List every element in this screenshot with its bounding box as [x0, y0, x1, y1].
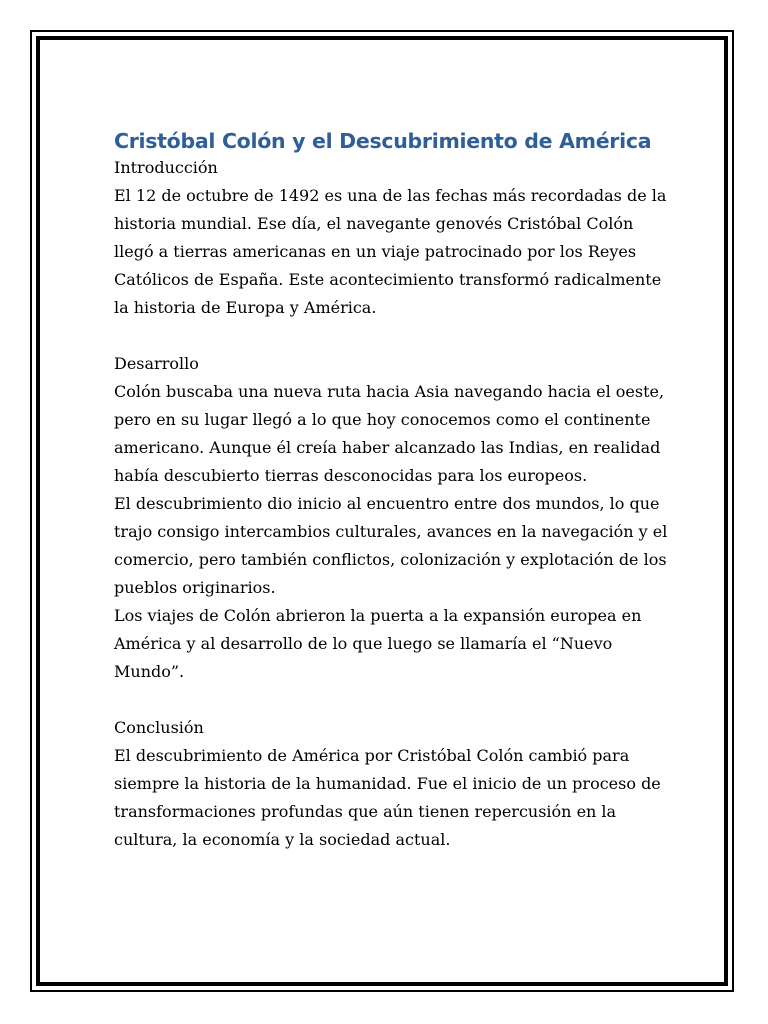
document-body [114, 124, 674, 854]
document-title: Cristóbal Colón y el Descubrimiento de América [114, 129, 652, 153]
section-introduction [114, 154, 674, 322]
section-development [114, 350, 674, 686]
paragraph: El descubrimiento dio inicio al encuentro entre dos mundos, lo que trajo consigo intercambios culturales, avances en la navegación y el comercio, pero también conflictos, colonización y explotación de los pueblos originarios. [114, 494, 668, 597]
blank-line [114, 322, 674, 350]
section-conclusion [114, 714, 674, 854]
paragraph: Los viajes de Colón abrieron la puerta a la expansión europea en América y al desarrollo de lo que luego se llamaría el “Nuevo Mundo”. [114, 606, 642, 681]
blank-line [114, 686, 674, 714]
section-heading-development: Desarrollo [114, 354, 199, 373]
paragraph: El 12 de octubre de 1492 es una de las fechas más recordadas de la historia mundial. Ese día, el navegante genovés Cristóbal Colón llegó a tierras americanas en un viaje patrocinado por los Reyes Católicos de España. Este acontecimiento transformó radicalmente la historia de Europa y América. [114, 186, 667, 317]
paragraph: El descubrimiento de América por Cristóbal Colón cambió para siempre la historia de la humanidad. Fue el inicio de un proceso de transformaciones profundas que aún tienen repercusión en la cultura, la economía y la sociedad actual. [114, 746, 661, 849]
paragraph: Colón buscaba una nueva ruta hacia Asia navegando hacia el oeste, pero en su lugar llegó a lo que hoy conocemos como el continente americano. Aunque él creía haber alcanzado las Indias, en realidad había descubierto tierras desconocidas para los europeos. [114, 382, 665, 485]
section-heading-conclusion: Conclusión [114, 718, 204, 737]
section-heading-introduction: Introducción [114, 158, 218, 177]
